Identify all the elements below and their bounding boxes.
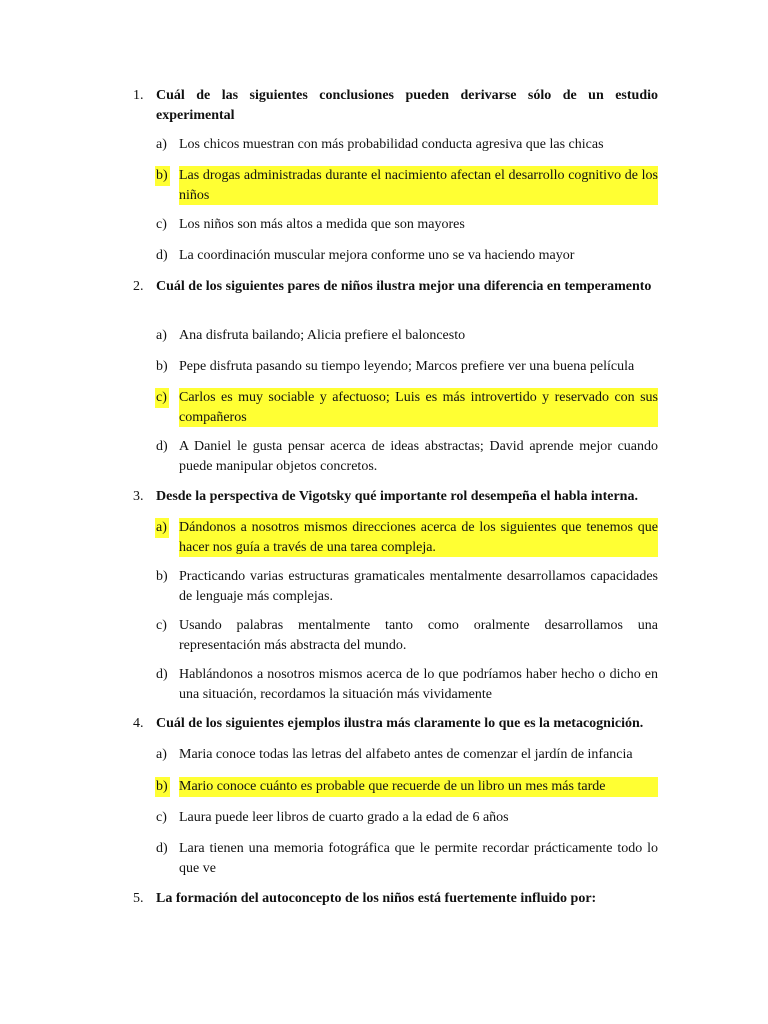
option-text-highlighted: Dándonos a nosotros mismos direcciones acerca de los siguientes que tenemos que hacer nos guía a través de una tarea compleja. [179, 518, 658, 557]
option-label: b) [155, 777, 170, 797]
option-label: c) [155, 388, 169, 408]
question-number: 1. [133, 88, 144, 103]
option-text: Pepe disfruta pasando su tiempo leyendo; Marcos prefiere ver una buena película [179, 359, 635, 374]
question-text: La formación del autoconcepto de los niños está fuertemente influido por: [156, 891, 597, 906]
question-text: Cuál de las siguientes conclusiones pueden derivarse sólo de un estudio experimental [156, 88, 658, 123]
question-text: Desde la perspectiva de Vigotsky qué importante rol desempeña el habla interna. [156, 489, 638, 504]
option-label: b) [156, 359, 168, 374]
option-text: Los chicos muestran con más probabilidad conducta agresiva que las chicas [179, 137, 604, 152]
option-text-highlighted: Mario conoce cuánto es probable que recuerde de un libro un mes más tarde [179, 777, 658, 797]
option-text: A Daniel le gusta pensar acerca de ideas abstractas; David aprende mejor cuando puede manipular objetos concretos. [179, 439, 658, 474]
option-label: c) [156, 618, 167, 633]
option-label: a) [156, 747, 167, 762]
option-label: c) [156, 810, 167, 825]
question-number: 2. [133, 279, 144, 294]
option-label: a) [155, 518, 169, 538]
question-number: 5. [133, 891, 144, 906]
option-text: Ana disfruta bailando; Alicia prefiere el baloncesto [179, 328, 466, 343]
option-label: c) [156, 217, 167, 232]
option-text: Maria conoce todas las letras del alfabeto antes de comenzar el jardín de infancia [179, 747, 633, 762]
option-text: Usando palabras mentalmente tanto como oralmente desarrollamos una representación más abstracta del mundo. [179, 618, 658, 653]
option-text: La coordinación muscular mejora conforme uno se va haciendo mayor [179, 248, 575, 263]
option-label: a) [156, 137, 167, 152]
option-label: d) [156, 667, 168, 682]
option-label: d) [156, 841, 168, 856]
option-label: b) [155, 166, 170, 186]
question-number: 4. [133, 716, 144, 731]
option-label: d) [156, 248, 168, 263]
option-text-highlighted: Las drogas administradas durante el nacimiento afectan el desarrollo cognitivo de los niños [179, 166, 658, 205]
option-text: Lara tienen una memoria fotográfica que le permite recordar prácticamente todo lo que ve [179, 841, 658, 876]
option-label: b) [156, 569, 168, 584]
question-text: Cuál de los siguientes pares de niños ilustra mejor una diferencia en temperamento [156, 279, 652, 294]
option-text: Laura puede leer libros de cuarto grado a la edad de 6 años [179, 810, 509, 825]
option-text: Hablándonos a nosotros mismos acerca de lo que podríamos haber hecho o dicho en una situación, recordamos la situación más vividamente [179, 667, 658, 702]
option-label: a) [156, 328, 167, 343]
question-number: 3. [133, 489, 144, 504]
option-text: Los niños son más altos a medida que son mayores [179, 217, 465, 232]
option-text-highlighted: Carlos es muy sociable y afectuoso; Luis es más introvertido y reservado con sus compañeros [179, 388, 658, 427]
question-text: Cuál de los siguientes ejemplos ilustra más claramente lo que es la metacognición. [156, 716, 644, 731]
option-label: d) [156, 439, 168, 454]
option-text: Practicando varias estructuras gramaticales mentalmente desarrollamos capacidades de lenguaje más complejas. [179, 569, 658, 604]
